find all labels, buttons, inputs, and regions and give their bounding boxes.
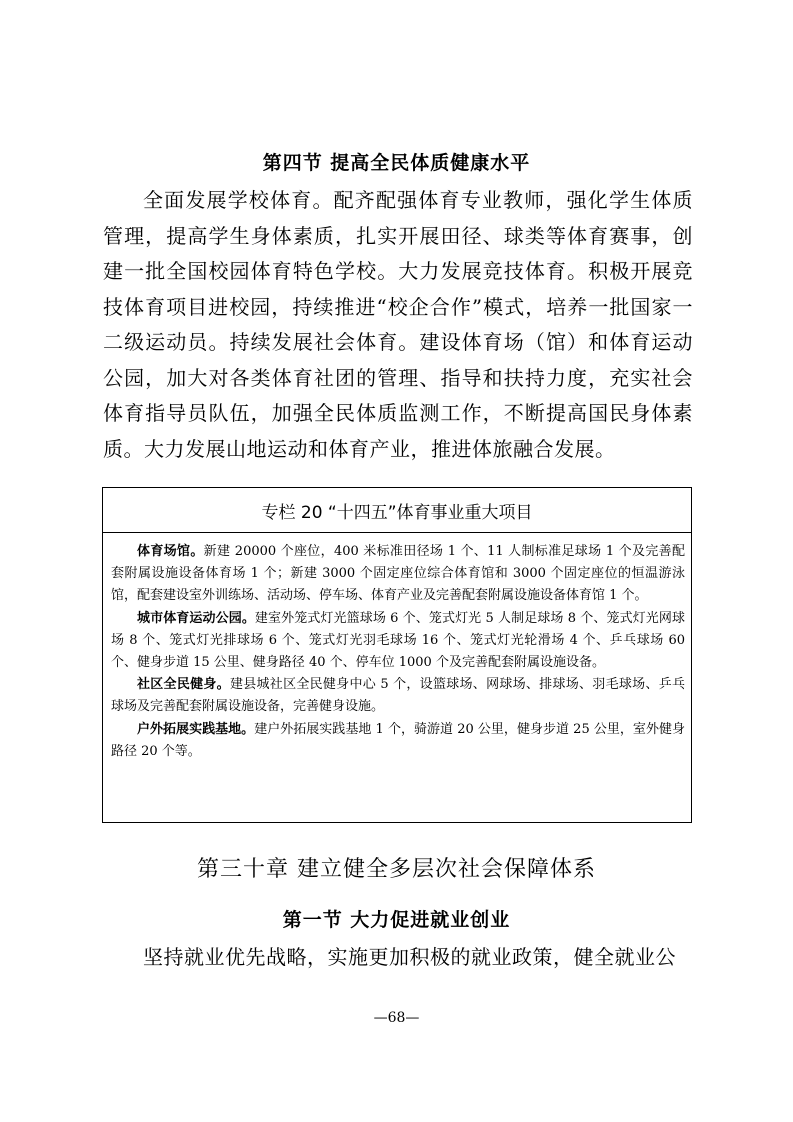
box-item	[111, 674, 685, 718]
box-item-text: 新建 20000 个座位，400 米标准田径场 1 个、11 人制标准足球场 1 个及完善配套附属设施设备体育场 1 个；新建 3000 个固定座位综合体育馆和 3000 个固定座位的恒温游泳馆，配套建设室外训练场、活动场、停车场、体育产业及完善配套附属设施设备体育馆 1 个。	[111, 544, 685, 604]
chapter-title: 第三十章 建立健全多层次社会保障体系	[197, 857, 596, 882]
feature-box	[102, 487, 692, 823]
box-item-term: 户外拓展实践基地。	[137, 721, 255, 737]
box-title: 专栏 20 “十四五”体育事业重大项目	[103, 488, 691, 533]
box-content	[103, 533, 691, 763]
box-item-term: 城市体育运动公园。	[137, 610, 255, 626]
section-body	[103, 183, 693, 467]
box-item-term: 体育场馆。	[137, 544, 204, 559]
box-item-term: 社区全民健身。	[137, 677, 230, 693]
box-item	[111, 541, 685, 608]
section-body	[103, 940, 693, 976]
box-item	[111, 608, 685, 675]
section-title: 第一节 大力促进就业创业	[282, 909, 511, 931]
paragraph: 坚持就业优先战略，实施更加积极的就业政策，健全就业公	[143, 945, 676, 969]
section-title: 第四节 提高全民体质健康水平	[262, 152, 531, 174]
box-item	[111, 719, 685, 763]
paragraph: 全面发展学校体育。配齐配强体育专业教师，强化学生体质管理，提高学生身体素质，扎实开展田径、球类等体育赛事，创建一批全国校园体育特色学校。大力发展竞技体育。积极开展竞技体育项目进校园，持续推进“校企合作”模式，培养一批国家一二级运动员。持续发展社会体育。建设体育场（馆）和体育运动公园，加大对各类体育社团的管理、指导和扶持力度，充实社会体育指导员队伍，加强全民体质监测工作，不断提高国民身体素质。大力发展山地运动和体育产业，推进体旅融合发展。	[103, 188, 693, 461]
box-item-text: 建室外笼式灯光篮球场 6 个、笼式灯光 5 人制足球场 8 个、笼式灯光网球场 8 个、笼式灯光排球场 6 个、笼式灯光羽毛球场 16 个、笼式灯光轮滑场 4 个、乒乓球场 60 个、健身步道 15 公里、健身路径 40 个、停车位 1000 个及完善配套附属设施设备。	[111, 610, 685, 671]
box-item-text: 建户外拓展实践基地 1 个，骑游道 20 公里，健身步道 25 公里，室外健身路径 20 个等。	[111, 721, 685, 759]
box-item-text: 建县城社区全民健身中心 5 个，设篮球场、网球场、排球场、羽毛球场、乒乓球场及完善配套附属设施设备，完善健身设施。	[111, 677, 685, 715]
page-number: —68—	[373, 1010, 420, 1026]
